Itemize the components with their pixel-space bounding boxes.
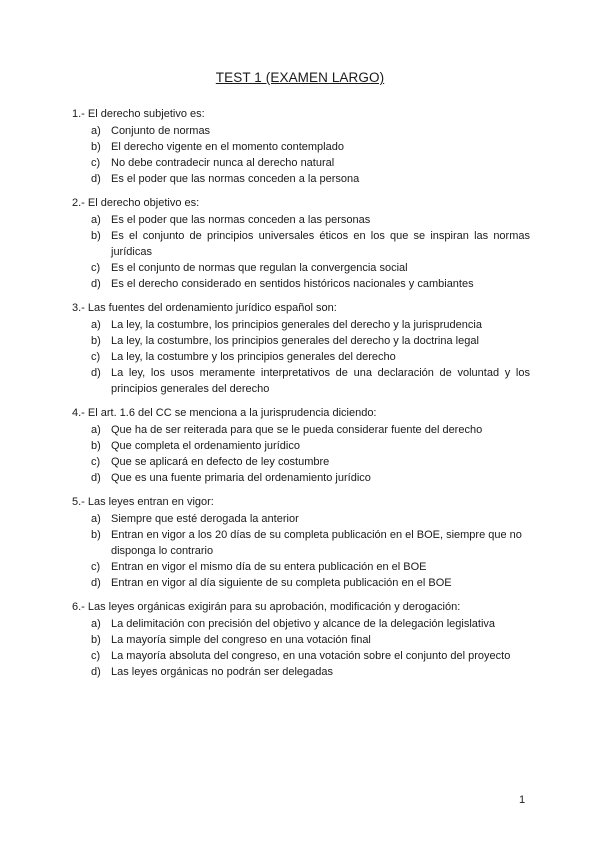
option-letter: d): [91, 278, 101, 290]
option-text: Es el poder que las normas conceden a las personas: [111, 214, 371, 226]
option-text: La ley, la costumbre, los principios generales del derecho y la doctrina legal: [111, 335, 479, 347]
option-b: [72, 139, 530, 155]
option-text: La ley, la costumbre, los principios generales del derecho y la jurisprudencia: [111, 319, 482, 331]
option-letter: c): [91, 262, 101, 274]
question-text: 4.- El art. 1.6 del CC se menciona a la jurisprudencia diciendo:: [72, 407, 377, 419]
question-text: 3.- Las fuentes del ordenamiento jurídico español son:: [72, 302, 337, 314]
option-text: Es el poder que las normas conceden a la persona: [111, 173, 360, 185]
question-text: 6.- Las leyes orgánicas exigirán para su aprobación, modificación y derogación:: [72, 601, 461, 613]
page-title: TEST 1 (EXAMEN LARGO): [215, 70, 385, 85]
option-c: [72, 648, 530, 664]
option-b: [72, 527, 530, 559]
option-letter: a): [91, 424, 101, 436]
option-letter: d): [91, 666, 101, 678]
option-c: [72, 260, 530, 276]
option-text: Es el conjunto de principios universales éticos en los que se inspiran las normas jurídicas: [111, 230, 530, 258]
option-b: [72, 438, 530, 454]
option-text: Las leyes orgánicas no podrán ser delegadas: [111, 666, 333, 678]
option-letter: c): [91, 561, 101, 573]
option-letter: b): [91, 634, 101, 646]
option-text: La delimitación con precisión del objetivo y alcance de la delegación legislativa: [111, 618, 496, 630]
option-a: [72, 123, 530, 139]
option-c: [72, 559, 530, 575]
option-letter: a): [91, 319, 101, 331]
option-d: [72, 276, 530, 292]
option-c: [72, 454, 530, 470]
option-list: [72, 616, 530, 680]
option-a: [72, 422, 530, 438]
option-text: La mayoría simple del congreso en una votación final: [111, 634, 371, 646]
option-text: Es el derecho considerado en sentidos históricos nacionales y cambiantes: [111, 278, 474, 290]
option-letter: d): [91, 173, 101, 185]
option-list: [72, 317, 530, 397]
option-letter: b): [91, 440, 101, 452]
option-letter: a): [91, 618, 101, 630]
option-letter: d): [91, 367, 101, 379]
option-d: [72, 664, 530, 680]
option-c: [72, 155, 530, 171]
option-a: [72, 212, 530, 228]
option-text: Que completa el ordenamiento jurídico: [111, 440, 300, 452]
question-3: [72, 300, 530, 397]
question-text: 5.- Las leyes entran en vigor:: [72, 496, 214, 508]
option-list: [72, 422, 530, 486]
option-letter: a): [91, 214, 101, 226]
question-text: 1.- El derecho subjetivo es:: [72, 108, 205, 120]
option-letter: b): [91, 529, 101, 541]
option-a: [72, 616, 530, 632]
option-letter: d): [91, 577, 101, 589]
option-text: Es el conjunto de normas que regulan la convergencia social: [111, 262, 408, 274]
option-a: [72, 511, 530, 527]
option-text: Conjunto de normas: [111, 125, 211, 137]
option-letter: d): [91, 472, 101, 484]
option-letter: a): [91, 125, 101, 137]
option-text: Entran en vigor a los 20 días de su completa publicación en el BOE, siempre que no disponga lo contrario: [111, 529, 522, 557]
option-text: La mayoría absoluta del congreso, en una votación sobre el conjunto del proyecto: [111, 650, 511, 662]
question-text: 2.- El derecho objetivo es:: [72, 197, 200, 209]
option-list: [72, 212, 530, 292]
option-letter: b): [91, 141, 101, 153]
question-list: [72, 106, 530, 688]
option-text: La ley, los usos meramente interpretativos de una declaración de voluntad y los principios generales del derecho: [111, 367, 530, 395]
option-a: [72, 317, 530, 333]
question-4: [72, 405, 530, 486]
option-b: [72, 228, 530, 260]
option-d: [72, 171, 530, 187]
question-6: [72, 599, 530, 680]
question-5: [72, 494, 530, 591]
option-text: Siempre que esté derogada la anterior: [111, 513, 299, 525]
option-text: La ley, la costumbre y los principios generales del derecho: [111, 351, 396, 363]
option-letter: b): [91, 335, 101, 347]
option-list: [72, 123, 530, 187]
option-text: El derecho vigente en el momento contemplado: [111, 141, 344, 153]
option-letter: c): [91, 157, 101, 169]
option-text: Que ha de ser reiterada para que se le pueda considerar fuente del derecho: [111, 424, 483, 436]
page-number: 1: [519, 794, 526, 806]
question-2: [72, 195, 530, 292]
option-list: [72, 511, 530, 591]
option-letter: a): [91, 513, 101, 525]
option-text: Entran en vigor al día siguiente de su completa publicación en el BOE: [111, 577, 452, 589]
question-1: [72, 106, 530, 187]
option-text: No debe contradecir nunca al derecho natural: [111, 157, 335, 169]
option-letter: c): [91, 456, 101, 468]
option-text: Que se aplicará en defecto de ley costumbre: [111, 456, 330, 468]
option-d: [72, 575, 530, 591]
option-letter: c): [91, 650, 101, 662]
option-b: [72, 632, 530, 648]
option-d: [72, 365, 530, 397]
option-letter: b): [91, 230, 101, 242]
option-c: [72, 349, 530, 365]
option-b: [72, 333, 530, 349]
option-d: [72, 470, 530, 486]
option-letter: c): [91, 351, 101, 363]
option-text: Entran en vigor el mismo día de su entera publicación en el BOE: [111, 561, 427, 573]
option-text: Que es una fuente primaria del ordenamiento jurídico: [111, 472, 371, 484]
